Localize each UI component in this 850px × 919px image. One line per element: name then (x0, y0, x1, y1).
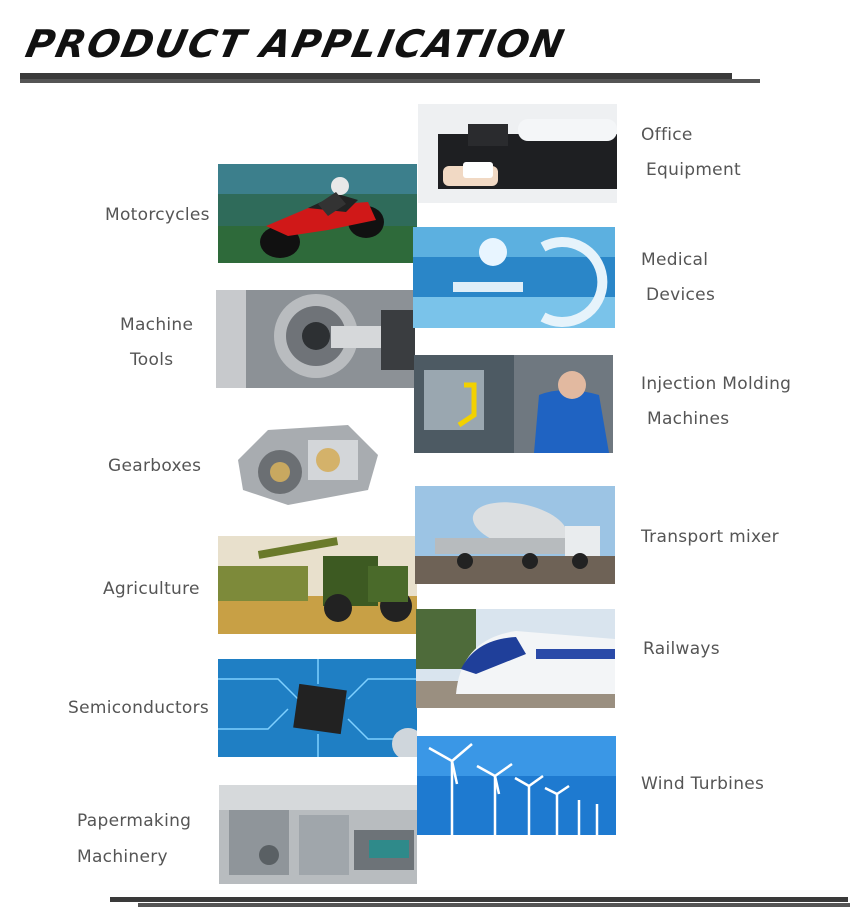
bottom-rule (110, 897, 848, 902)
label-machine-tools-line1: Machine (120, 315, 194, 335)
label-agriculture: Agriculture (103, 579, 200, 599)
agriculture-photo (218, 536, 417, 634)
bottom-rule-shadow (138, 903, 850, 907)
label-office-line2: Equipment (646, 160, 741, 180)
label-machine-tools-line2: Tools (130, 350, 174, 370)
label-papermaking-line2: Machinery (77, 847, 168, 867)
page-title: PRODUCT APPLICATION (22, 22, 570, 66)
motorcycles-photo (218, 164, 417, 263)
label-semiconductors: Semiconductors (68, 698, 210, 718)
title-underline-shadow (20, 79, 760, 83)
machine-tools-photo (216, 290, 415, 388)
label-injection-line2: Machines (647, 409, 730, 429)
label-motorcycles: Motorcycles (105, 205, 210, 225)
label-transport-mixer: Transport mixer (641, 527, 779, 547)
semiconductors-photo (218, 659, 417, 757)
label-medical-line2: Devices (646, 285, 716, 305)
gearboxes-photo (228, 410, 384, 510)
label-gearboxes: Gearboxes (108, 456, 202, 476)
injection-molding-photo (414, 355, 613, 453)
label-medical-line1: Medical (641, 250, 709, 270)
label-office-line1: Office (641, 125, 693, 145)
transport-mixer-photo (415, 486, 615, 584)
office-equipment-photo (418, 104, 617, 203)
medical-devices-photo (413, 227, 615, 328)
railways-photo (416, 609, 615, 708)
label-railways: Railways (643, 639, 720, 659)
wind-turbines-photo (417, 736, 616, 835)
papermaking-photo (219, 785, 417, 884)
label-injection-line1: Injection Molding (641, 374, 792, 394)
label-papermaking-line1: Papermaking (77, 811, 192, 831)
label-wind-turbines: Wind Turbines (641, 774, 765, 794)
